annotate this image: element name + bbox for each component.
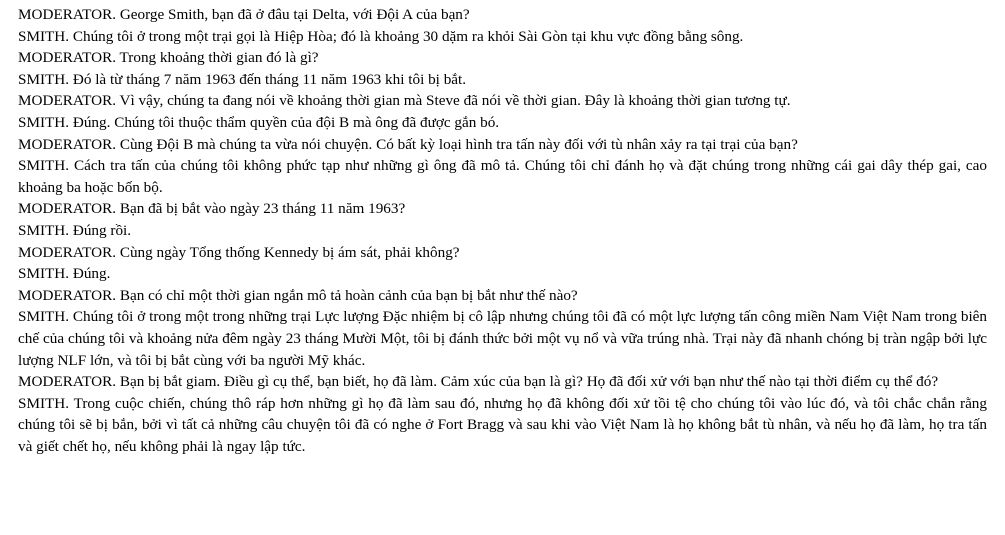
transcript-paragraph: MODERATOR. George Smith, bạn đã ở đâu tại Delta, với Đội A của bạn? [18,6,470,23]
transcript-paragraph: MODERATOR. Bạn có chỉ một thời gian ngắn mô tả hoàn cảnh của bạn bị bắt như thế nào? [18,286,578,304]
transcript-paragraph: MODERATOR. Trong khoảng thời gian đó là gì? [18,49,319,67]
transcript-paragraph: MODERATOR. Vì vậy, chúng ta đang nói về khoảng thời gian mà Steve đã nói về thời gian. Đây là khoảng thời gian tương tự. [18,92,791,110]
transcript-paragraph: MODERATOR. Cùng ngày Tổng thống Kennedy bị ám sát, phải không? [18,243,460,261]
transcript-paragraph: SMITH. Đúng. Chúng tôi thuộc thẩm quyền của đội B mà ông đã được gắn bó. [18,113,500,131]
transcript-paragraph: SMITH. Chúng tôi ở trong một trong những trại Lực lượng Đặc nhiệm bị cô lập nhưng chúng tôi đã có một lực lượng tấn công miền Nam Việt Nam trong biên chế của chúng tôi và khoảng nửa đêm ngày 23 tháng Mười Một, tôi bị đánh thức bởi một vụ nổ và vữa trúng nhà. Trại này đã nhanh chóng bị tràn ngập bởi lực lượng NLF lớn, và tôi bị bắt cùng với ba người Mỹ khác. [18,308,987,369]
transcript-paragraph: SMITH. Đúng rồi. [18,221,132,239]
transcript-paragraph: MODERATOR. Bạn đã bị bắt vào ngày 23 tháng 11 năm 1963? [18,200,406,218]
transcript-paragraph: MODERATOR. Bạn bị bắt giam. Điều gì cụ thể, bạn biết, họ đã làm. Cảm xúc của bạn là gì? Họ đã đối xử với bạn như thế nào tại thời điểm cụ thể đó? [18,373,939,391]
transcript-paragraph: MODERATOR. Cùng Đội B mà chúng ta vừa nói chuyện. Có bất kỳ loại hình tra tấn này đối với tù nhân xảy ra tại trại của bạn? [18,135,798,153]
transcript-paragraph: SMITH. Đúng. [18,265,111,283]
transcript-paragraph: SMITH. Đó là từ tháng 7 năm 1963 đến tháng 11 năm 1963 khi tôi bị bắt. [18,70,467,88]
transcript-paragraph: SMITH. Cách tra tấn của chúng tôi không phức tạp như những gì ông đã mô tả. Chúng tôi chỉ đánh họ và đặt chúng trong những cái gai dây thép gai, cao khoảng ba hoặc bốn bộ. [18,157,987,196]
transcript-paragraph: SMITH. Trong cuộc chiến, chúng thô ráp hơn những gì họ đã làm sau đó, nhưng họ đã không đối xử tồi tệ cho chúng tôi vào lúc đó, và tôi chắc chắn rằng chúng tôi sẽ bị bắn, bởi vì tất cả những câu chuyện tôi đã có nghe ở Fort Bragg và sau khi vào Việt Nam là họ không bắt tù nhân, và nếu họ đã làm, họ tra tấn và giết chết họ, nếu không phải là ngay lập tức. [18,394,987,455]
transcript-paragraph: SMITH. Chúng tôi ở trong một trại gọi là Hiệp Hòa; đó là khoảng 30 dặm ra khỏi Sài Gòn tại khu vực đồng bằng sông. [18,27,744,45]
